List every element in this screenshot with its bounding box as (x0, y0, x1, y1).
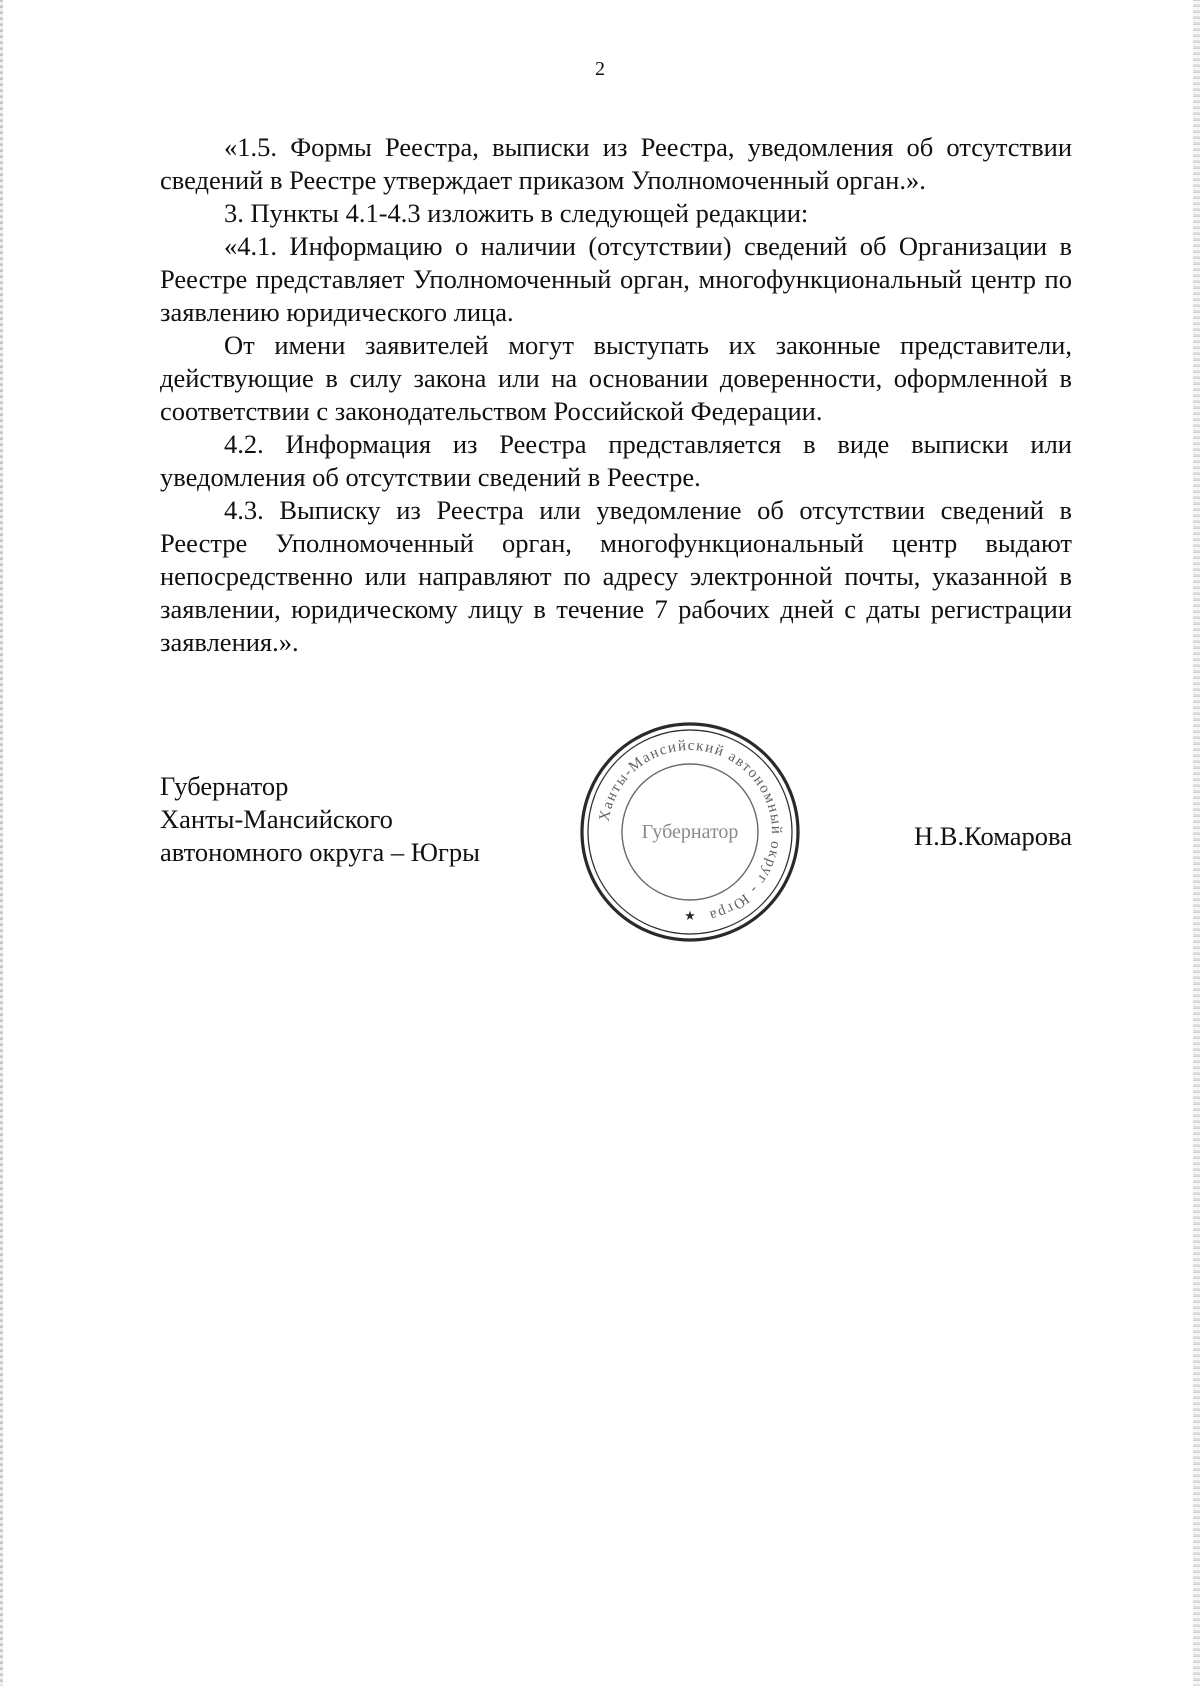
scan-edge-left (0, 0, 3, 1686)
seal-ring-text: Ханты-Мансийский автономный округ - Югра (596, 737, 785, 924)
paragraph-4-2: 4.2. Информация из Реестра представляется в виде выписки или уведомления об отсутствии сведений в Реестре. (160, 429, 1072, 492)
signatory-title-line-1: Губернатор (160, 771, 289, 801)
paragraph-4-1: «4.1. Информацию о наличии (отсутствии) сведений об Организации в Реестре представляет Уполномоченный орган, многофункциональный центр по заявлению юридического лица. (160, 231, 1072, 327)
paragraph-item-3: 3. Пункты 4.1-4.3 изложить в следующей редакции: (224, 198, 809, 228)
seal-center-text: Губернатор (641, 821, 739, 843)
page-number: 2 (595, 58, 605, 80)
signature-block (160, 737, 1072, 940)
signatory-title-line-2: Ханты-Мансийского (160, 804, 393, 834)
scan-edge-right (1193, 0, 1200, 1686)
seal-star-icon: ★ (684, 909, 696, 924)
paragraph-1-5: «1.5. Формы Реестра, выписки из Реестра, уведомления об отсутствии сведений в Реестре утверждает приказом Уполномоченный орган.». (160, 132, 1072, 195)
signatory-title-line-3: автономного округа – Югры (160, 837, 480, 867)
official-seal (578, 720, 802, 944)
signatory-title (160, 770, 480, 869)
document-body (160, 131, 1072, 659)
paragraph-representatives: От имени заявителей могут выступать их законные представители, действующие в силу закона или на основании доверенности, оформленной в соответствии с законодательством Российской Федерации. (160, 330, 1072, 426)
signatory-name: Н.В.Комарова (914, 821, 1072, 851)
paragraph-4-3: 4.3. Выписку из Реестра или уведомление об отсутствии сведений в Реестре Уполномоченный орган, многофункциональный центр выдают непосредственно или направляют по адресу электронной почты, указанной в заявлении, юридическому лицу в течение 7 рабочих дней с даты регистрации заявления.». (160, 495, 1072, 657)
